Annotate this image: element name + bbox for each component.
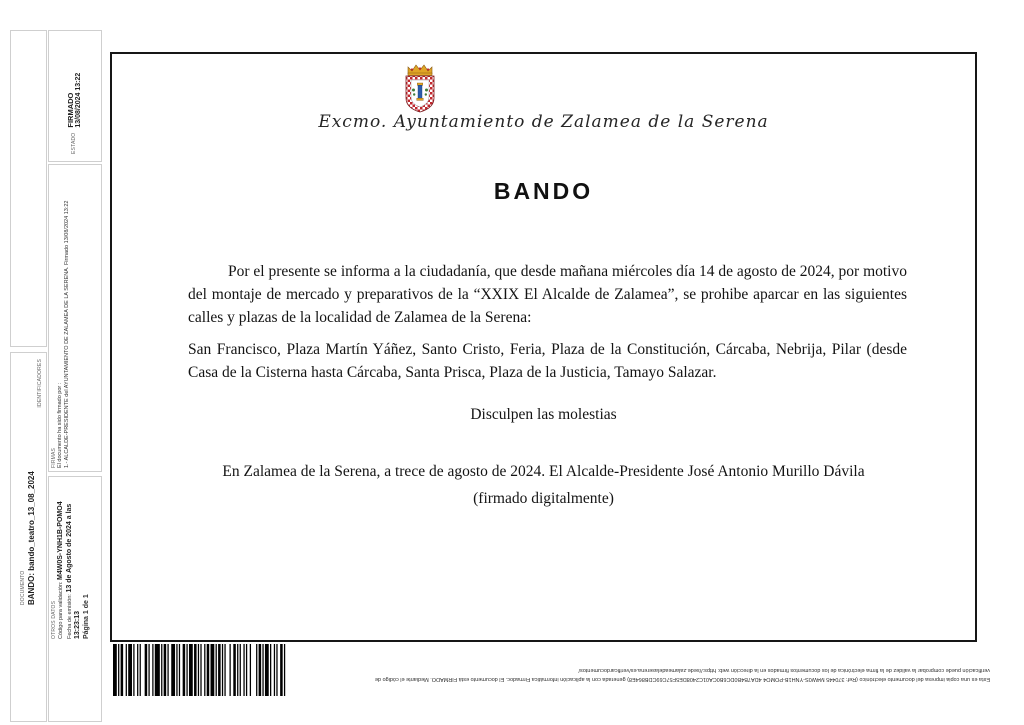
print-notice-line2: verificación puede comprobar la validez de la firma electrónica de los documentos firmados en la dirección web: https://sede.zalameadelaserena.es/verificardocumentos/ xyxy=(578,667,990,673)
print-notice-line1: Esta es una copia impresa del documento electrónico (Ref: 370445 M4W0S-YNH1B-POMO4 4DA7B4B0DC6B0CA01C2408DE5F57C69CDB864E8) generada con la aplicación informática Firmadoc. El documento está FIRMADO. Mediante el código de xyxy=(374,676,990,682)
emission-date-line xyxy=(66,479,83,639)
announcement-paragraph: Por el presente se informa a la ciudadanía, que desde mañana miércoles día 14 de agosto de 2024, por motivo del montaje de mercado y preparativos de la “XXIX El Alcalde de Zalamea”, se prohibe aparcar en las siguientes calles y plazas de la localidad de Zalamea de la Serena: xyxy=(188,263,907,326)
document-barcode xyxy=(113,644,289,696)
closing-line: En Zalamea de la Serena, a trece de agosto de 2024. El Alcalde-Presidente José Antonio Murillo Dávila xyxy=(222,463,865,480)
document-body xyxy=(188,260,907,384)
apology-line: Disculpen las molestias xyxy=(470,406,617,423)
signer-line: 1.- ALCALDE-PRESIDENTE del AYUNTAMIENTO DE ZALAMEA DE LA SERENA. Firmado 13/08/2024 13:22 xyxy=(64,200,70,468)
signed-by-line: El documento ha sido firmado por : xyxy=(57,382,63,468)
zalamea-coat-of-arms-icon xyxy=(400,62,440,114)
validation-label: Código para validación: xyxy=(58,581,64,639)
firmas-section-label: FIRMAS xyxy=(51,447,57,468)
validation-code: M4W0S-YNH1B-POMO4 xyxy=(57,501,64,580)
print-verification-notice xyxy=(290,665,990,683)
otros-datos-section-label: OTROS DATOS xyxy=(51,600,57,639)
document-name: BANDO: bando_teatro_13_08_2024 xyxy=(26,471,36,605)
document-label: DOCUMENTO xyxy=(19,570,26,605)
estado-section-label: ESTADO xyxy=(71,132,77,154)
status-value: FIRMADO xyxy=(66,92,75,128)
digitally-signed-note: (firmado digitalmente) xyxy=(473,490,614,507)
sidebar-empty-box xyxy=(10,30,47,347)
validation-code-line xyxy=(57,479,66,639)
document-title: BANDO xyxy=(493,178,594,204)
document-page xyxy=(110,52,977,642)
page-info: Página 1 de 1 xyxy=(82,594,90,639)
identifiers-section-label: IDENTIFICADORES xyxy=(37,359,43,408)
sidebar-other-data-box xyxy=(48,476,102,722)
emission-value: 13 de Agosto de 2024 a las 13:23:13 xyxy=(65,503,81,639)
sidebar-status-box xyxy=(48,30,102,162)
sidebar-identifiers-box xyxy=(10,352,47,722)
sidebar-signatures-box xyxy=(48,164,102,472)
emission-label: Fecha de emisión: xyxy=(66,594,73,639)
organization-name: Excmo. Ayuntamiento de Zalamea de la Serena xyxy=(318,112,769,132)
status-date: 13/08/2024 13:22 xyxy=(75,72,82,128)
streets-paragraph: San Francisco, Plaza Martín Yáñez, Santo Cristo, Feria, Plaza de la Constitución, Cárcaba, Nebrija, Pilar (desde Casa de la Cisterna hasta Cárcaba, Santa Prisca, Plaza de la Justicia, Tamayo Salazar. xyxy=(188,341,907,381)
